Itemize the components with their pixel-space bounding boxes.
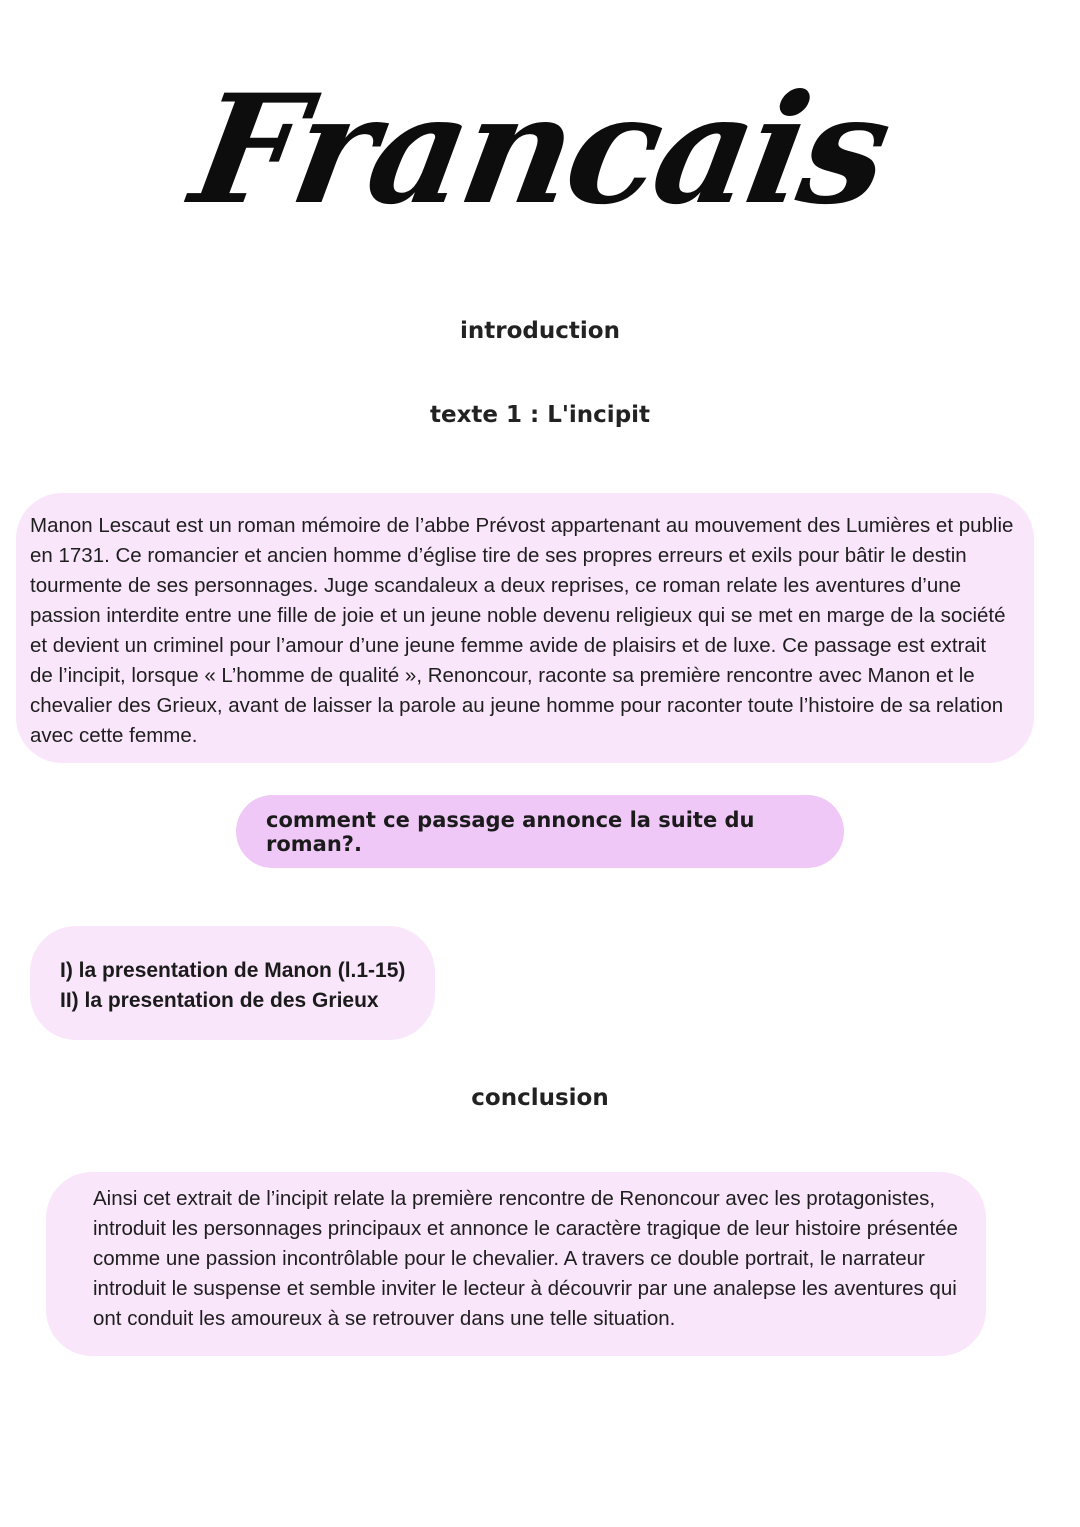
heading-conclusion: conclusion bbox=[471, 1085, 609, 1111]
problematique-box bbox=[236, 795, 844, 868]
conclusion-paragraph: Ainsi cet extrait de l’incipit relate la première rencontre de Renoncour avec les protagonistes, introduit les personnages principaux et annonce le caractère tragique de leur histoire présentée comme une passion incontrôlable pour le chevalier. A travers ce double portrait, le narrateur introduit le suspense et semble inviter le lecteur à découvrir par une analepse les aventures qui ont conduit les amoureux à se retrouver dans une telle situation. bbox=[93, 1187, 958, 1330]
page-title: Francais bbox=[180, 62, 900, 238]
introduction-box bbox=[16, 493, 1034, 763]
heading-text-1: texte 1 : L'incipit bbox=[429, 402, 651, 428]
plan-box bbox=[30, 926, 435, 1040]
problematique-text: comment ce passage annonce la suite du roman?. bbox=[266, 807, 755, 856]
heading-introduction: introduction bbox=[460, 318, 620, 344]
conclusion-box bbox=[46, 1172, 986, 1356]
introduction-paragraph: Manon Lescaut est un roman mémoire de l’abbe Prévost appartenant au mouvement des Lumières et publie en 1731. Ce romancier et ancien homme d’église tire de ses propres erreurs et exils pour bâtir le destin tourmente de ses personnages. Juge scandaleux a deux reprises, ce roman relate les aventures d’une passion interdite entre une fille de joie et un jeune noble devenu religieux qui se met en marge de la société et devient un criminel pour l’amour d’une jeune femme avide de plaisirs et de luxe. Ce passage est extrait de l’incipit, lorsque « L’homme de qualité », Renoncour, raconte sa première rencontre avec Manon et le chevalier des Grieux, avant de laisser la parole au jeune homme pour raconter toute l’histoire de sa relation avec cette femme. bbox=[30, 514, 1014, 747]
plan-item-1: I) la presentation de Manon (l.1-15) bbox=[60, 959, 406, 982]
plan-item-2: II) la presentation de des Grieux bbox=[60, 989, 379, 1012]
